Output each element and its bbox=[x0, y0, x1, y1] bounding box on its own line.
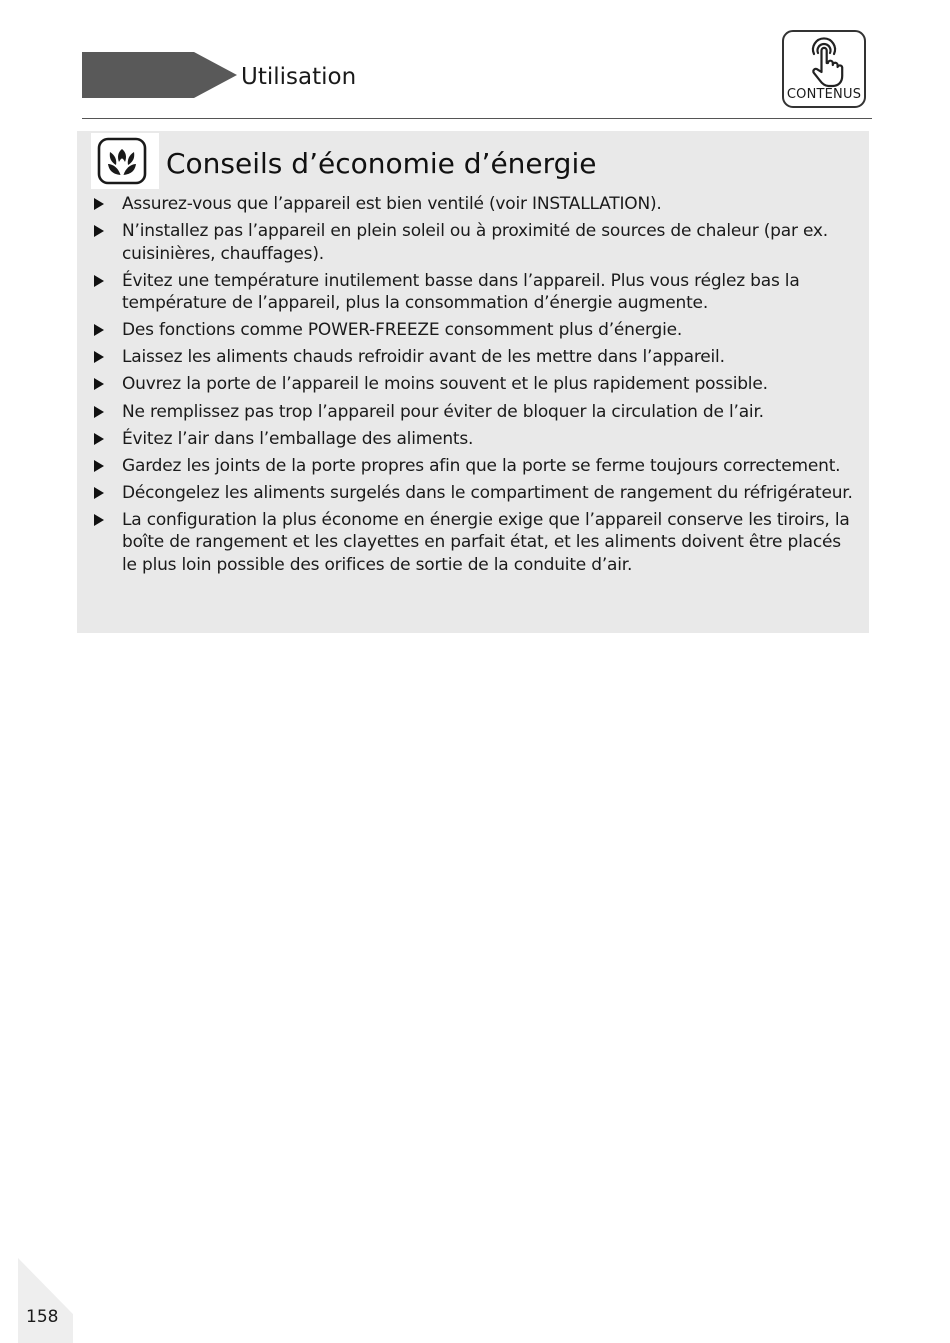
list-item-text: Gardez les joints de la porte propres afin que la porte se ferme toujours correctement. bbox=[122, 455, 841, 476]
eco-flower-icon bbox=[97, 137, 147, 185]
list-item-text: Ne remplissez pas trop l’appareil pour éviter de bloquer la circulation de l’air. bbox=[122, 401, 764, 422]
header-divider bbox=[82, 118, 872, 119]
page-number: 158 bbox=[26, 1307, 59, 1327]
list-item-text: Décongelez les aliments surgelés dans le compartiment de rangement du réfrigérateur. bbox=[122, 482, 853, 503]
list-item-text: Des fonctions comme POWER-FREEZE consomment plus d’énergie. bbox=[122, 320, 683, 341]
list-item-text: Assurez-vous que l’appareil est bien ventilé (voir INSTALLATION). bbox=[122, 194, 662, 214]
list-item bbox=[77, 220, 869, 265]
triangle-bullet-icon bbox=[94, 514, 104, 526]
touch-hand-icon bbox=[804, 36, 846, 88]
list-item bbox=[77, 346, 869, 369]
triangle-bullet-icon bbox=[94, 487, 104, 499]
list-item bbox=[77, 455, 869, 478]
list-item bbox=[77, 401, 869, 424]
page-corner-tab bbox=[18, 1258, 73, 1343]
triangle-bullet-icon bbox=[94, 198, 104, 210]
list-item-text: N’installez pas l’appareil en plein soleil ou à proximité de sources de chaleur (par ex. cuisinières, chauffages). bbox=[122, 221, 828, 264]
triangle-bullet-icon bbox=[94, 324, 104, 336]
triangle-bullet-icon bbox=[94, 460, 104, 472]
list-item bbox=[77, 482, 869, 505]
list-item bbox=[77, 509, 869, 577]
list-item-text: Ouvrez la porte de l’appareil le moins souvent et le plus rapidement possible. bbox=[122, 374, 768, 395]
list-item-text: Laissez les aliments chauds refroidir avant de les mettre dans l’appareil. bbox=[122, 347, 725, 368]
triangle-bullet-icon bbox=[94, 378, 104, 390]
list-item-text: Évitez une température inutilement basse dans l’appareil. Plus vous réglez bas la température de l’appareil, plus la consommation d’énergie augmente. bbox=[122, 270, 800, 314]
list-item-text: Évitez l’air dans l’emballage des aliments. bbox=[122, 428, 474, 449]
list-item bbox=[77, 193, 869, 216]
contents-button[interactable] bbox=[782, 30, 866, 108]
list-item bbox=[77, 270, 869, 315]
contents-label: CONTENUS bbox=[786, 87, 862, 102]
triangle-bullet-icon bbox=[94, 275, 104, 287]
triangle-bullet-icon bbox=[94, 406, 104, 418]
list-item bbox=[77, 373, 869, 396]
energy-tips-panel bbox=[77, 131, 869, 633]
list-item bbox=[77, 428, 869, 451]
section-header-arrow bbox=[82, 52, 237, 98]
triangle-bullet-icon bbox=[94, 433, 104, 445]
eco-icon-box bbox=[91, 133, 159, 189]
tips-list bbox=[77, 193, 869, 581]
section-title: Utilisation bbox=[241, 64, 357, 90]
panel-title: Conseils d’économie d’énergie bbox=[166, 147, 597, 180]
list-item-text: La configuration la plus économe en énergie exige que l’appareil conserve les tiroirs, la boîte de rangement et les clayettes en parfait état, et les aliments doivent être placés le plus loin possible des orifices de sortie de la conduite d’air. bbox=[122, 509, 850, 575]
triangle-bullet-icon bbox=[94, 225, 104, 237]
list-item bbox=[77, 319, 869, 342]
triangle-bullet-icon bbox=[94, 351, 104, 363]
